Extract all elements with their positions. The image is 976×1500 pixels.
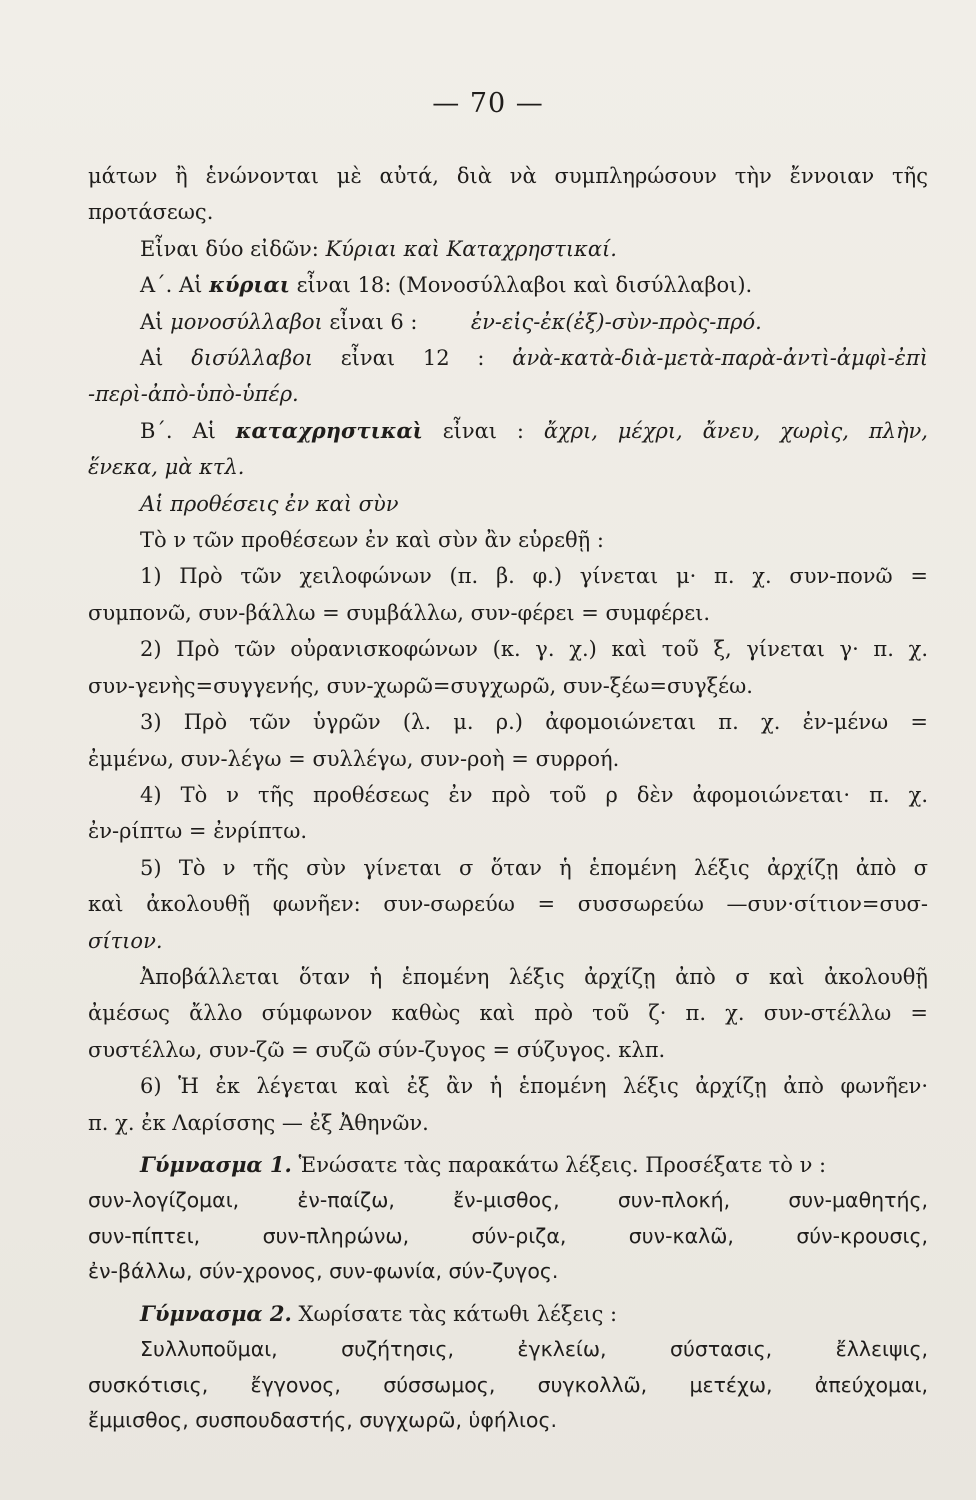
improper-line: Β΄. Αἱ καταχρηστικαὶ εἶναι : ἄχρι, μέχρι, ἄνευ, χωρὶς, πλὴν,	[140, 417, 928, 443]
rule-6: 6) Ἡ ἐκ λέγεται καὶ ἐξ ἂν ἡ ἑπομένη λέξις ἀρχίζῃ ἀπὸ φωνῆεν·	[140, 1074, 928, 1099]
di-line: Αἱ δισύλλαβοι εἶναι 12 : ἀνὰ-κατὰ-διὰ-μετὰ-παρὰ-ἀντὶ-ἀμφὶ-ἐπὶ	[140, 346, 928, 371]
exercise-1-words-3: ἐν-βάλλω, σύν-χρονος, συν-φωνία, σύν-ζυγος.	[88, 1259, 559, 1284]
drop-rule: Ἀποβάλλεται ὅταν ἡ ἑπομένη λέξις ἀρχίζῃ ἀπὸ σ καὶ ἀκολουθῇ	[140, 964, 928, 989]
proper-line: Α΄. Αἱ κύριαι εἶναι 18: (Μονοσύλλαβοι καὶ δισύλλαβοι).	[140, 272, 753, 298]
rule-6-cont: π. χ. ἐκ Λαρίσσης — ἐξ Ἀθηνῶν.	[88, 1110, 429, 1135]
types-line: Εἶναι δύο εἰδῶν: Κύριαι καὶ Καταχρηστικαί.	[140, 236, 617, 261]
rule-3: 3) Πρὸ τῶν ὑγρῶν (λ. μ. ρ.) ἀφομοιώνεται π. χ. ἐν-μένω =	[140, 710, 928, 735]
rule-4: 4) Τὸ ν τῆς προθέσεως ἐν πρὸ τοῦ ρ δὲν ἀφομοιώνεται· π. χ.	[140, 782, 928, 807]
nu-intro: Τὸ ν τῶν προθέσεων ἐν καὶ σὺν ἂν εὑρεθῇ :	[140, 528, 604, 553]
exercise-1-title: Γύμνασμα 1. Ἑνώσατε τὰς παρακάτω λέξεις. Προσέξατε τὸ ν :	[140, 1151, 827, 1177]
page-body	[88, 158, 928, 1439]
mono-line: Αἱ μονοσύλλαβοι εἶναι 6 : ἐν-εἰς-ἐκ(ἐξ)-σὺν-πρὸς-πρό.	[140, 309, 762, 334]
exercise-2-title: Γύμνασμα 2. Χωρίσατε τὰς κάτωθι λέξεις :	[140, 1300, 618, 1326]
drop-rule-end: συστέλλω, συν-ζῶ = συζῶ σύν-ζυγος = σύζυγος. κλπ.	[88, 1037, 666, 1062]
di-line-cont: -περὶ-ἀπὸ-ὑπὸ-ὑπέρ.	[88, 382, 299, 407]
rule-5: 5) Τὸ ν τῆς σὺν γίνεται σ ὅταν ἡ ἑπομένη λέξις ἀρχίζῃ ἀπὸ σ	[140, 855, 928, 880]
rule-1-cont: συμπονῶ, συν-βάλλω = συμβάλλω, συν-φέρει = συμφέρει.	[88, 600, 710, 625]
rule-3-cont: ἐμμένω, συν-λέγω = συλλέγω, συν-ροὴ = συρροή.	[88, 746, 620, 771]
page-number: — 70 —	[432, 88, 544, 119]
improper-line-cont: ἕνεκα, μὰ κτλ.	[88, 455, 245, 480]
rule-2-cont: συν-γενὴς=συγγενής, συν-χωρῶ=συγχωρῶ, συν-ξέω=συγξέω.	[88, 673, 753, 698]
rule-4-cont: ἐν-ρίπτω = ἐνρίπτω.	[88, 819, 308, 844]
line-2: προτάσεως.	[88, 200, 214, 225]
exercise-2-words-3: ἔμμισθος, συσπουδαστής, συγχωρῶ, ὑφήλιος.	[88, 1408, 558, 1433]
drop-rule-cont: ἀμέσως ἄλλο σύμφωνον καθὼς καὶ πρὸ τοῦ ζ· π. χ. συν-στέλλω =	[88, 1001, 928, 1026]
rule-5-end: σίτιον.	[88, 928, 163, 953]
subheading: Αἱ προθέσεις ἐν καὶ σὺν	[140, 491, 399, 516]
rule-2: 2) Πρὸ τῶν οὐρανισκοφώνων (κ. γ. χ.) καὶ τοῦ ξ, γίνεται γ· π. χ.	[140, 637, 928, 662]
rule-5-cont: καὶ ἀκολουθῇ φωνῆεν: συν-σωρεύω = συσσωρεύω —συν·σίτιον=συσ-	[88, 892, 928, 917]
rule-1: 1) Πρὸ τῶν χειλοφώνων (π. β. φ.) γίνεται μ· π. χ. συν-πονῶ =	[140, 564, 928, 589]
exercise-2-words-1: Συλλυποῦμαι, συζήτησις, ἐγκλείω, σύστασις, ἔλλειψις,	[140, 1337, 928, 1362]
exercise-1-words-2: συν-πίπτει, συν-πληρώνω, σύν-ριζα, συν-καλῶ, σύν-κρουσις,	[88, 1223, 928, 1248]
exercise-2-words-2: συσκότισις, ἔγγονος, σύσσωμος, συγκολλῶ, μετέχω, ἀπεύχομαι,	[88, 1372, 928, 1397]
line-1: μάτων ἢ ἑνώνονται μὲ αὐτά, διὰ νὰ συμπληρώσουν τὴν ἔννοιαν τῆς	[88, 164, 928, 188]
exercise-1-words-1: συν-λογίζομαι, ἐν-παίζω, ἔν-μισθος, συν-πλοκή, συν-μαθητής,	[88, 1188, 928, 1213]
